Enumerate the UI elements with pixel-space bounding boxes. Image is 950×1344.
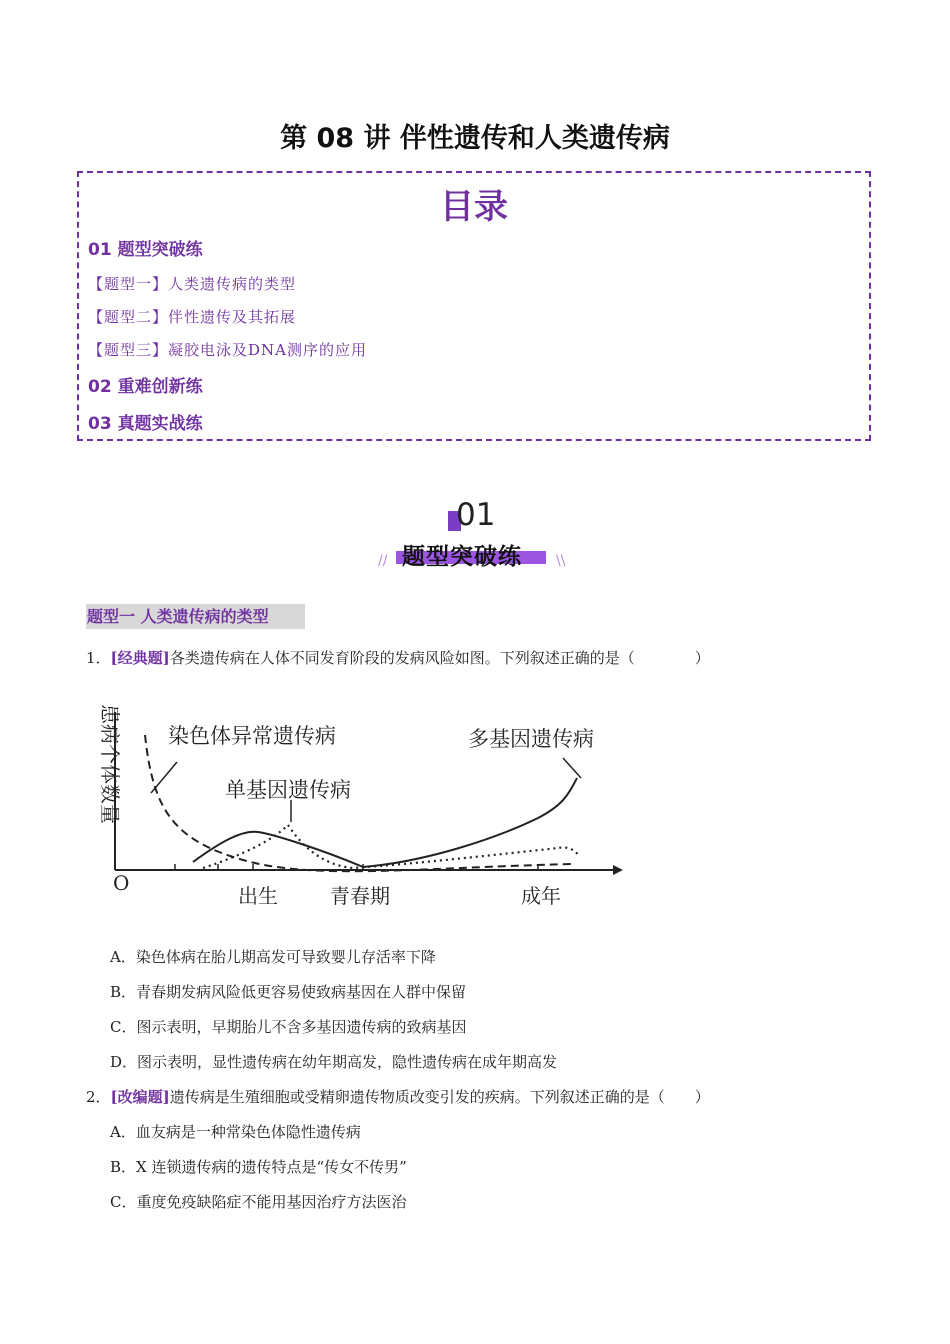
label-single-gene: 单基因遗传病	[225, 778, 351, 802]
toc-section-1[interactable]: 01 题型突破练	[88, 240, 203, 260]
table-of-contents	[77, 171, 871, 441]
banner-right-deco: \\	[556, 553, 566, 569]
label-multigene: 多基因遗传病	[468, 727, 594, 751]
leader-line	[563, 758, 581, 778]
question-text: 各类遗传病在人体不同发育阶段的发病风险如图。下列叙述正确的是（ ）	[169, 649, 710, 667]
q1-option-c[interactable]: C．图示表明，早期胎儿不含多基因遗传病的致病基因	[110, 1018, 467, 1036]
q2-option-c[interactable]: C．重度免疫缺陷症不能用基因治疗方法医治	[110, 1193, 407, 1211]
question-tag: [改编题]	[110, 1088, 170, 1106]
question-text: 遗传病是生殖细胞或受精卵遗传物质改变引发的疾病。下列叙述正确的是（ ）	[169, 1088, 710, 1106]
label-chromosome: 染色体异常遗传病	[168, 724, 336, 748]
origin-label: O	[113, 871, 130, 895]
section-banner	[378, 495, 578, 577]
question-number: 2．	[86, 1088, 111, 1106]
banner-number: 01	[456, 497, 496, 533]
q2-option-b[interactable]: B．X 连锁遗传病的遗传特点是“传女不传男”	[110, 1158, 407, 1176]
toc-heading: 目录	[440, 187, 508, 227]
leader-line	[151, 762, 177, 793]
xtick-label-birth: 出生	[238, 884, 278, 908]
q1-option-a[interactable]: A．染色体病在胎儿期高发可导致婴儿存活率下降	[110, 948, 436, 966]
question-tag: [经典题]	[110, 649, 170, 667]
xtick-label-adult: 成年	[521, 884, 561, 908]
y-axis-label: 患病个体数量	[98, 704, 122, 824]
page-title: 第 08 讲 伴性遗传和人类遗传病	[280, 123, 670, 154]
disease-risk-figure	[93, 690, 623, 910]
toc-item-2[interactable]: 【题型二】伴性遗传及其拓展	[88, 308, 297, 326]
toc-section-3[interactable]: 03 真题实战练	[88, 414, 203, 434]
toc-item-3[interactable]: 【题型三】凝胶电泳及DNA测序的应用	[88, 341, 367, 359]
section-label: 题型一 人类遗传病的类型	[86, 604, 305, 629]
banner-left-deco: //	[378, 553, 388, 569]
x-axis-arrow	[613, 865, 623, 875]
toc-item-1[interactable]: 【题型一】人类遗传病的类型	[88, 275, 297, 293]
q1-option-d[interactable]: D．图示表明，显性遗传病在幼年期高发，隐性遗传病在成年期高发	[110, 1053, 558, 1071]
q1-option-b[interactable]: B．青春期发病风险低更容易使致病基因在人群中保留	[110, 983, 467, 1001]
toc-section-2[interactable]: 02 重难创新练	[88, 377, 203, 397]
xtick-label-puberty: 青春期	[330, 884, 390, 908]
banner-text: 题型突破练	[402, 544, 522, 570]
question-2	[86, 1086, 710, 1107]
q2-option-a[interactable]: A．血友病是一种常染色体隐性遗传病	[110, 1123, 361, 1141]
question-1	[86, 647, 710, 668]
question-number: 1．	[86, 649, 111, 667]
